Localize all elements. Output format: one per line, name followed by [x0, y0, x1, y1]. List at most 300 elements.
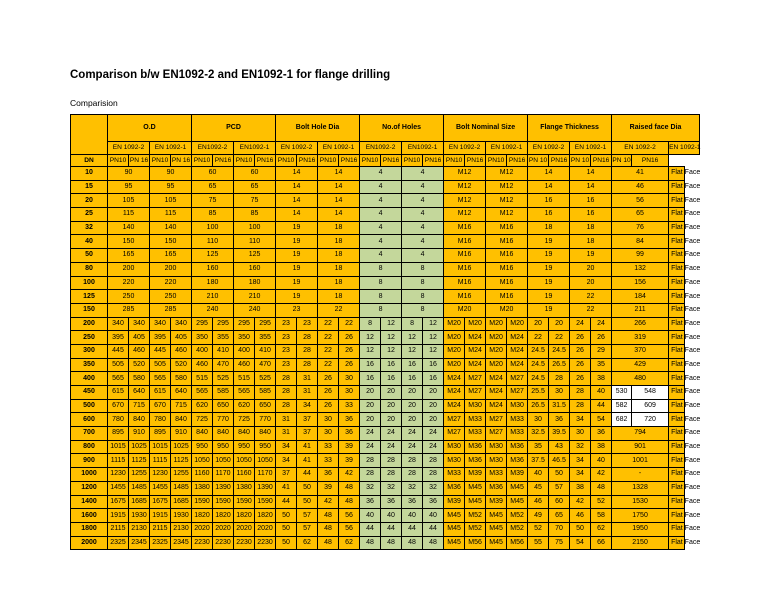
raised-face-en1092-2-cell: 99 [612, 249, 669, 263]
holes-cell: 36 [360, 495, 381, 509]
bolt-en1092-2-cell: M12 [444, 180, 486, 194]
hole-cell: 57 [297, 522, 318, 536]
flange-drilling-table [70, 114, 700, 550]
thk-en1092-2-cell: 19 [528, 262, 570, 276]
bolt-en1092-2-cell: M12 [444, 208, 486, 222]
od-cell: 1125 [129, 454, 150, 468]
raised-face-en1092-2-cell: 76 [612, 221, 669, 235]
pn-header: PN16 [297, 154, 318, 167]
raised-face-en1092-1-cell: Flat Face [669, 536, 684, 550]
od-en1092-1-cell: 90 [150, 167, 192, 181]
hole-cell: 39 [339, 454, 360, 468]
pcd-en1092-2-cell: 60 [192, 167, 234, 181]
table-row [71, 454, 700, 468]
pcd-en1092-2-cell: 125 [192, 249, 234, 263]
holes-cell: 20 [402, 413, 423, 427]
dn-cell: 25 [71, 208, 108, 222]
raised-face-en1092-2-cell: 2150 [612, 536, 669, 550]
hole-en1092-2-cell: 19 [276, 290, 318, 304]
holes-cell: 16 [381, 358, 402, 372]
raised-face-en1092-2-cell: 266 [612, 317, 669, 331]
thk-cell: 55 [528, 536, 549, 550]
od-cell: 1455 [108, 481, 129, 495]
raised-face-en1092-1-cell: Flat Face [669, 194, 684, 208]
od-cell: 2130 [171, 522, 192, 536]
holes-cell: 36 [381, 495, 402, 509]
thk-en1092-2-cell: 19 [528, 235, 570, 249]
thk-cell: 30 [570, 427, 591, 441]
bolt-cell: M27 [465, 386, 486, 400]
holes-cell: 12 [381, 317, 402, 331]
od-cell: 1915 [108, 509, 129, 523]
thk-en1092-2-cell: 16 [528, 208, 570, 222]
thk-en1092-1-cell: 22 [570, 290, 612, 304]
pcd-en1092-1-cell: 160 [234, 262, 276, 276]
pcd-en1092-1-cell: 65 [234, 180, 276, 194]
hole-cell: 23 [276, 317, 297, 331]
holes-cell: 20 [402, 386, 423, 400]
raised-face-en1092-2-cell: 65 [612, 208, 669, 222]
thk-cell: 46 [570, 509, 591, 523]
od-cell: 640 [129, 386, 150, 400]
pcd-cell: 585 [255, 386, 276, 400]
hole-en1092-2-cell: 14 [276, 194, 318, 208]
bolt-cell: M20 [465, 317, 486, 331]
thk-cell: 24.5 [528, 372, 549, 386]
dn-cell: 500 [71, 399, 108, 413]
thk-cell: 62 [591, 522, 612, 536]
thk-cell: 42 [591, 468, 612, 482]
thk-en1092-2-cell: 18 [528, 221, 570, 235]
pn-header: PN10 [360, 154, 381, 167]
table-row [71, 522, 700, 536]
bolt-en1092-1-cell: M12 [486, 194, 528, 208]
holes-cell: 20 [360, 399, 381, 413]
od-cell: 640 [171, 386, 192, 400]
hole-cell: 28 [276, 372, 297, 386]
bolt-cell: M33 [486, 468, 507, 482]
thk-cell: 60 [549, 495, 570, 509]
hole-cell: 22 [318, 344, 339, 358]
pcd-cell: 295 [255, 317, 276, 331]
holes-en1092-2-cell: 4 [360, 194, 402, 208]
thk-cell: 30 [549, 386, 570, 400]
pcd-cell: 1380 [234, 481, 255, 495]
pcd-cell: 2020 [234, 522, 255, 536]
thk-cell: 57 [549, 481, 570, 495]
pcd-cell: 1820 [213, 509, 234, 523]
hole-en1092-2-cell: 19 [276, 276, 318, 290]
pcd-cell: 355 [255, 331, 276, 345]
standard-header: EN 1092-2 [108, 142, 150, 155]
pcd-cell: 1590 [255, 495, 276, 509]
bolt-cell: M24 [465, 358, 486, 372]
od-en1092-1-cell: 115 [150, 208, 192, 222]
bolt-en1092-1-cell: M16 [486, 276, 528, 290]
pcd-cell: 1050 [192, 454, 213, 468]
holes-cell: 48 [423, 536, 444, 550]
standard-header: EN 1092-2 [276, 142, 318, 155]
od-en1092-2-cell: 285 [108, 303, 150, 317]
pn-header: PN10 [486, 154, 507, 167]
dn-cell: 200 [71, 317, 108, 331]
dn-cell: 1200 [71, 481, 108, 495]
thk-en1092-1-cell: 18 [570, 235, 612, 249]
bolt-cell: M27 [486, 413, 507, 427]
pcd-cell: 620 [192, 399, 213, 413]
pcd-cell: 840 [255, 427, 276, 441]
hole-cell: 50 [276, 509, 297, 523]
od-cell: 505 [150, 358, 171, 372]
raised-face-pn16-cell: 609 [632, 399, 669, 413]
hole-cell: 39 [318, 481, 339, 495]
holes-cell: 8 [360, 317, 381, 331]
thk-en1092-1-cell: 14 [570, 180, 612, 194]
raised-face-en1092-1-cell: Flat Face [669, 344, 684, 358]
pn-header: PN10 [108, 154, 129, 167]
dn-cell: 2000 [71, 536, 108, 550]
pn-header: PN10 [192, 154, 213, 167]
holes-cell: 36 [423, 495, 444, 509]
thk-cell: 46.5 [549, 454, 570, 468]
od-en1092-1-cell: 250 [150, 290, 192, 304]
pcd-cell: 770 [213, 413, 234, 427]
pcd-cell: 515 [234, 372, 255, 386]
thk-cell: 35 [591, 358, 612, 372]
pcd-cell: 525 [255, 372, 276, 386]
hole-cell: 37 [297, 413, 318, 427]
table-row [71, 536, 700, 550]
holes-cell: 48 [402, 536, 423, 550]
raised-face-pn10-cell: 530 [612, 386, 632, 400]
holes-en1092-1-cell: 4 [402, 221, 444, 235]
od-en1092-1-cell: 165 [150, 249, 192, 263]
dn-cell: 125 [71, 290, 108, 304]
thk-cell: 26 [570, 372, 591, 386]
od-en1092-2-cell: 105 [108, 194, 150, 208]
bolt-en1092-1-cell: M12 [486, 167, 528, 181]
pcd-cell: 1380 [192, 481, 213, 495]
thk-cell: 32.5 [528, 427, 549, 441]
pcd-cell: 725 [192, 413, 213, 427]
hole-en1092-1-cell: 18 [318, 276, 360, 290]
hole-cell: 48 [318, 509, 339, 523]
dn-cell: 1800 [71, 522, 108, 536]
hole-cell: 48 [318, 522, 339, 536]
bolt-cell: M52 [465, 522, 486, 536]
dn-cell: 1400 [71, 495, 108, 509]
bolt-cell: M24 [507, 344, 528, 358]
standard-header: EN 1092-1 [669, 142, 700, 155]
hole-cell: 28 [276, 386, 297, 400]
raised-face-en1092-2-cell: - [612, 468, 669, 482]
pcd-en1092-1-cell: 60 [234, 167, 276, 181]
raised-face-pn16-cell: 720 [632, 413, 669, 427]
pcd-cell: 1390 [213, 481, 234, 495]
thk-cell: 32 [570, 440, 591, 454]
thk-cell: 39.5 [549, 427, 570, 441]
hole-en1092-2-cell: 19 [276, 235, 318, 249]
pn-header: PN16 [255, 154, 276, 167]
od-cell: 1685 [171, 495, 192, 509]
thk-cell: 42 [570, 495, 591, 509]
bolt-en1092-2-cell: M20 [444, 303, 486, 317]
thk-cell: 20 [528, 317, 549, 331]
dn-cell: 20 [71, 194, 108, 208]
holes-cell: 16 [360, 372, 381, 386]
group-header: No.of Holes [360, 115, 444, 142]
pn-header: PN10 [402, 154, 423, 167]
bolt-cell: M39 [465, 468, 486, 482]
pcd-en1092-1-cell: 180 [234, 276, 276, 290]
od-cell: 1015 [108, 440, 129, 454]
thk-cell: 45 [528, 481, 549, 495]
hole-cell: 30 [339, 372, 360, 386]
group-header: Bolt Hole Dia [276, 115, 360, 142]
raised-face-en1092-1-cell: Flat Face [669, 167, 684, 181]
bolt-cell: M24 [486, 372, 507, 386]
hole-en1092-1-cell: 14 [318, 167, 360, 181]
pcd-en1092-2-cell: 100 [192, 221, 234, 235]
holes-en1092-2-cell: 4 [360, 208, 402, 222]
pcd-en1092-2-cell: 180 [192, 276, 234, 290]
hole-cell: 34 [276, 454, 297, 468]
od-cell: 2115 [150, 522, 171, 536]
od-cell: 520 [129, 358, 150, 372]
thk-cell: 31.5 [549, 399, 570, 413]
raised-face-en1092-1-cell: Flat Face [669, 386, 684, 400]
bolt-en1092-1-cell: M16 [486, 290, 528, 304]
pn-header: PN 16 [171, 154, 192, 167]
pcd-cell: 400 [192, 344, 213, 358]
od-en1092-1-cell: 150 [150, 235, 192, 249]
od-cell: 1255 [129, 468, 150, 482]
thk-cell: 29 [591, 344, 612, 358]
od-cell: 615 [150, 386, 171, 400]
hole-cell: 28 [297, 358, 318, 372]
holes-en1092-2-cell: 8 [360, 276, 402, 290]
bolt-cell: M52 [507, 509, 528, 523]
raised-face-en1092-1-cell: Flat Face [669, 522, 684, 536]
hole-cell: 33 [318, 454, 339, 468]
holes-cell: 28 [360, 468, 381, 482]
od-cell: 340 [129, 317, 150, 331]
od-cell: 1685 [129, 495, 150, 509]
raised-face-en1092-1-cell: Flat Face [669, 262, 684, 276]
hole-cell: 30 [318, 413, 339, 427]
thk-cell: 34 [570, 468, 591, 482]
thk-cell: 22 [549, 331, 570, 345]
od-cell: 1930 [171, 509, 192, 523]
bolt-cell: M20 [444, 331, 465, 345]
bolt-cell: M30 [486, 440, 507, 454]
thk-cell: 44 [591, 399, 612, 413]
hole-cell: 33 [339, 399, 360, 413]
pcd-cell: 355 [213, 331, 234, 345]
pcd-en1092-2-cell: 85 [192, 208, 234, 222]
holes-cell: 24 [360, 440, 381, 454]
thk-en1092-1-cell: 22 [570, 303, 612, 317]
bolt-en1092-2-cell: M16 [444, 221, 486, 235]
pcd-cell: 1590 [192, 495, 213, 509]
pn-header: PN16 [213, 154, 234, 167]
bolt-cell: M33 [465, 427, 486, 441]
raised-face-en1092-2-cell: 56 [612, 194, 669, 208]
hole-cell: 26 [318, 399, 339, 413]
holes-cell: 48 [381, 536, 402, 550]
hole-cell: 41 [297, 440, 318, 454]
pcd-cell: 950 [234, 440, 255, 454]
holes-cell: 16 [423, 358, 444, 372]
hole-cell: 31 [276, 413, 297, 427]
pcd-cell: 650 [255, 399, 276, 413]
pn-header: PN10 [444, 154, 465, 167]
standard-header: EN 1092-1 [486, 142, 528, 155]
dn-cell: 800 [71, 440, 108, 454]
thk-cell: 24 [591, 317, 612, 331]
pcd-cell: 2020 [213, 522, 234, 536]
holes-cell: 32 [360, 481, 381, 495]
bolt-cell: M20 [444, 358, 465, 372]
dn-cell: 40 [71, 235, 108, 249]
holes-cell: 24 [402, 440, 423, 454]
od-en1092-1-cell: 95 [150, 180, 192, 194]
table-row [71, 208, 700, 222]
pcd-cell: 840 [192, 427, 213, 441]
standard-header: EN 1092-1 [570, 142, 612, 155]
hole-cell: 36 [339, 427, 360, 441]
table-row [71, 317, 700, 331]
hole-cell: 62 [339, 536, 360, 550]
pcd-cell: 2020 [192, 522, 213, 536]
thk-cell: 40 [591, 386, 612, 400]
holes-cell: 28 [402, 454, 423, 468]
raised-face-en1092-2-cell: 370 [612, 344, 669, 358]
holes-cell: 28 [381, 468, 402, 482]
bolt-en1092-2-cell: M12 [444, 167, 486, 181]
hole-cell: 33 [318, 440, 339, 454]
holes-cell: 12 [381, 344, 402, 358]
pcd-en1092-2-cell: 75 [192, 194, 234, 208]
pcd-cell: 1050 [213, 454, 234, 468]
pn-header: PN16 [465, 154, 486, 167]
od-cell: 1115 [108, 454, 129, 468]
bolt-cell: M45 [486, 509, 507, 523]
table-row [71, 427, 700, 441]
od-cell: 340 [150, 317, 171, 331]
bolt-en1092-2-cell: M16 [444, 262, 486, 276]
pcd-cell: 1160 [192, 468, 213, 482]
hole-cell: 44 [276, 495, 297, 509]
pcd-en1092-1-cell: 75 [234, 194, 276, 208]
bolt-cell: M36 [444, 481, 465, 495]
holes-cell: 20 [423, 386, 444, 400]
od-cell: 670 [108, 399, 129, 413]
holes-en1092-2-cell: 8 [360, 290, 402, 304]
bolt-en1092-1-cell: M16 [486, 249, 528, 263]
standard-header: EN1092-2 [192, 142, 234, 155]
od-en1092-1-cell: 285 [150, 303, 192, 317]
od-cell: 910 [129, 427, 150, 441]
holes-cell: 20 [423, 399, 444, 413]
raised-face-en1092-1-cell: Flat Face [669, 290, 684, 304]
holes-cell: 20 [360, 413, 381, 427]
bolt-cell: M30 [486, 454, 507, 468]
od-cell: 910 [171, 427, 192, 441]
bolt-en1092-1-cell: M16 [486, 262, 528, 276]
od-cell: 520 [171, 358, 192, 372]
raised-face-en1092-1-cell: Flat Face [669, 468, 684, 482]
pcd-cell: 1170 [255, 468, 276, 482]
bolt-cell: M24 [486, 399, 507, 413]
table-row [71, 276, 700, 290]
pcd-en1092-1-cell: 85 [234, 208, 276, 222]
raised-face-en1092-1-cell: Flat Face [669, 413, 684, 427]
hole-cell: 26 [318, 386, 339, 400]
od-cell: 1115 [150, 454, 171, 468]
hole-cell: 57 [297, 509, 318, 523]
od-cell: 840 [171, 413, 192, 427]
pcd-cell: 350 [234, 331, 255, 345]
raised-face-en1092-2-cell: 184 [612, 290, 669, 304]
hole-cell: 37 [297, 427, 318, 441]
thk-cell: 26 [570, 344, 591, 358]
standard-header: EN 1092-2 [612, 142, 669, 155]
raised-face-en1092-2-cell: 1328 [612, 481, 669, 495]
table-row [71, 481, 700, 495]
holes-en1092-2-cell: 4 [360, 221, 402, 235]
dn-cell: 700 [71, 427, 108, 441]
thk-en1092-1-cell: 16 [570, 194, 612, 208]
hole-cell: 34 [276, 440, 297, 454]
thk-cell: 36 [549, 413, 570, 427]
raised-face-en1092-1-cell: Flat Face [669, 208, 684, 222]
od-cell: 580 [129, 372, 150, 386]
pcd-cell: 400 [234, 344, 255, 358]
thk-en1092-1-cell: 16 [570, 208, 612, 222]
holes-cell: 48 [360, 536, 381, 550]
holes-cell: 20 [360, 386, 381, 400]
holes-cell: 24 [423, 427, 444, 441]
pcd-cell: 1590 [234, 495, 255, 509]
bolt-cell: M45 [486, 536, 507, 550]
bolt-cell: M39 [444, 495, 465, 509]
od-en1092-2-cell: 140 [108, 221, 150, 235]
pcd-cell: 840 [234, 427, 255, 441]
raised-face-en1092-2-cell: 211 [612, 303, 669, 317]
pn-header: PN16 [632, 154, 669, 167]
pn-header: PN16 [507, 154, 528, 167]
thk-cell: 24 [570, 317, 591, 331]
thk-cell: 28 [549, 372, 570, 386]
od-cell: 565 [150, 372, 171, 386]
od-cell: 1675 [150, 495, 171, 509]
holes-cell: 12 [423, 317, 444, 331]
raised-face-en1092-2-cell: 132 [612, 262, 669, 276]
raised-face-en1092-1-cell: Flat Face [669, 235, 684, 249]
bolt-en1092-2-cell: M16 [444, 276, 486, 290]
header-groups-row [71, 115, 700, 142]
pcd-en1092-1-cell: 210 [234, 290, 276, 304]
pcd-en1092-2-cell: 210 [192, 290, 234, 304]
hole-cell: 31 [297, 372, 318, 386]
holes-cell: 44 [423, 522, 444, 536]
dn-cell: 250 [71, 331, 108, 345]
hole-cell: 50 [276, 536, 297, 550]
bolt-cell: M36 [507, 454, 528, 468]
pcd-cell: 525 [213, 372, 234, 386]
bolt-en1092-1-cell: M20 [486, 303, 528, 317]
